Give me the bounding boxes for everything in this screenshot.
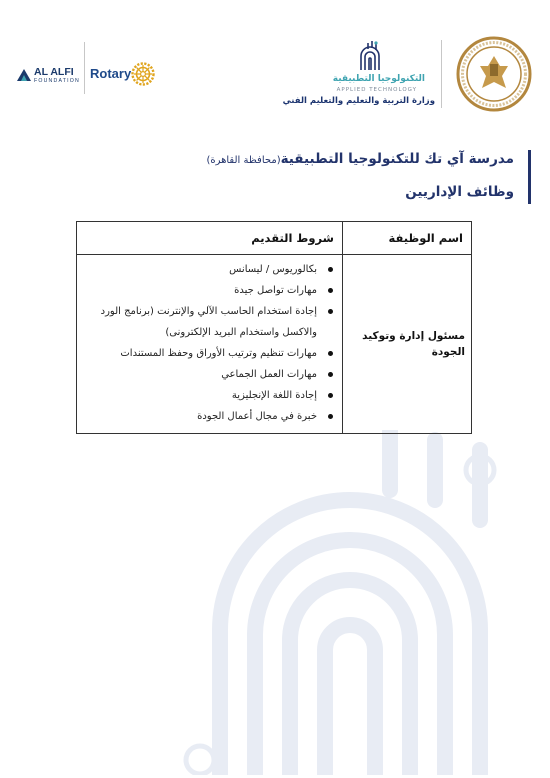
alalfi-foundation-logo xyxy=(16,66,80,92)
rotary-wheel-icon xyxy=(131,62,155,86)
header-divider-2 xyxy=(84,42,85,94)
page-header xyxy=(0,0,550,120)
province-label: (محافظة القاهرة) xyxy=(206,155,281,166)
alalfi-sub: FOUNDATION xyxy=(34,78,80,84)
requirements-cell xyxy=(77,255,343,434)
list-item: إجادة اللغة الإنجليزية xyxy=(85,385,334,406)
rotary-text: Rotary xyxy=(90,66,132,81)
page-subtitle: وظائف الإداريين xyxy=(405,184,514,200)
job-name-cell: مسئول إدارة وتوكيد الجودة xyxy=(343,255,472,434)
list-item: مهارات تواصل جيدة xyxy=(85,280,334,301)
list-item: مهارات تنظيم وترتيب الأوراق وحفظ المستندات xyxy=(85,343,334,364)
alalfi-name: AL ALFI xyxy=(34,66,74,78)
background-watermark-emblem xyxy=(180,430,520,775)
list-item: بكالوريوس / ليسانس xyxy=(85,259,334,280)
job-name-header: اسم الوظيفة xyxy=(343,222,472,255)
list-item: خبرة في مجال أعمال الجودة xyxy=(85,406,334,427)
table-row xyxy=(77,255,472,434)
ministry-seal-icon xyxy=(456,36,532,112)
table-header-row xyxy=(77,222,472,255)
applied-technology-logo xyxy=(282,40,435,114)
requirements-list xyxy=(85,259,334,427)
rotary-logo xyxy=(90,62,156,88)
school-name: مدرسة آي تك للتكنولوجيا التطبيقية xyxy=(280,151,514,167)
applied-tech-arabic-name: التكنولوجيا التطبيقية xyxy=(332,74,425,84)
jobs-table xyxy=(76,221,472,434)
ministry-name: وزارة التربية والتعليم والتعليم الفني xyxy=(282,96,435,106)
list-item: إجادة استخدام الحاسب الآلي والإنترنت (برنامج الورد والاكسل واستخدام البريد الإلكترونى) xyxy=(85,301,334,343)
requirements-header: شروط التقديم xyxy=(77,222,343,255)
applied-tech-english-name: APPLIED TECHNOLOGY xyxy=(336,87,417,93)
list-item: مهارات العمل الجماعي xyxy=(85,364,334,385)
alalfi-mark-icon xyxy=(16,68,32,82)
page-title xyxy=(206,151,514,167)
header-divider xyxy=(441,40,442,108)
applied-technology-emblem-icon xyxy=(358,40,382,72)
title-accent-bar xyxy=(528,150,531,204)
